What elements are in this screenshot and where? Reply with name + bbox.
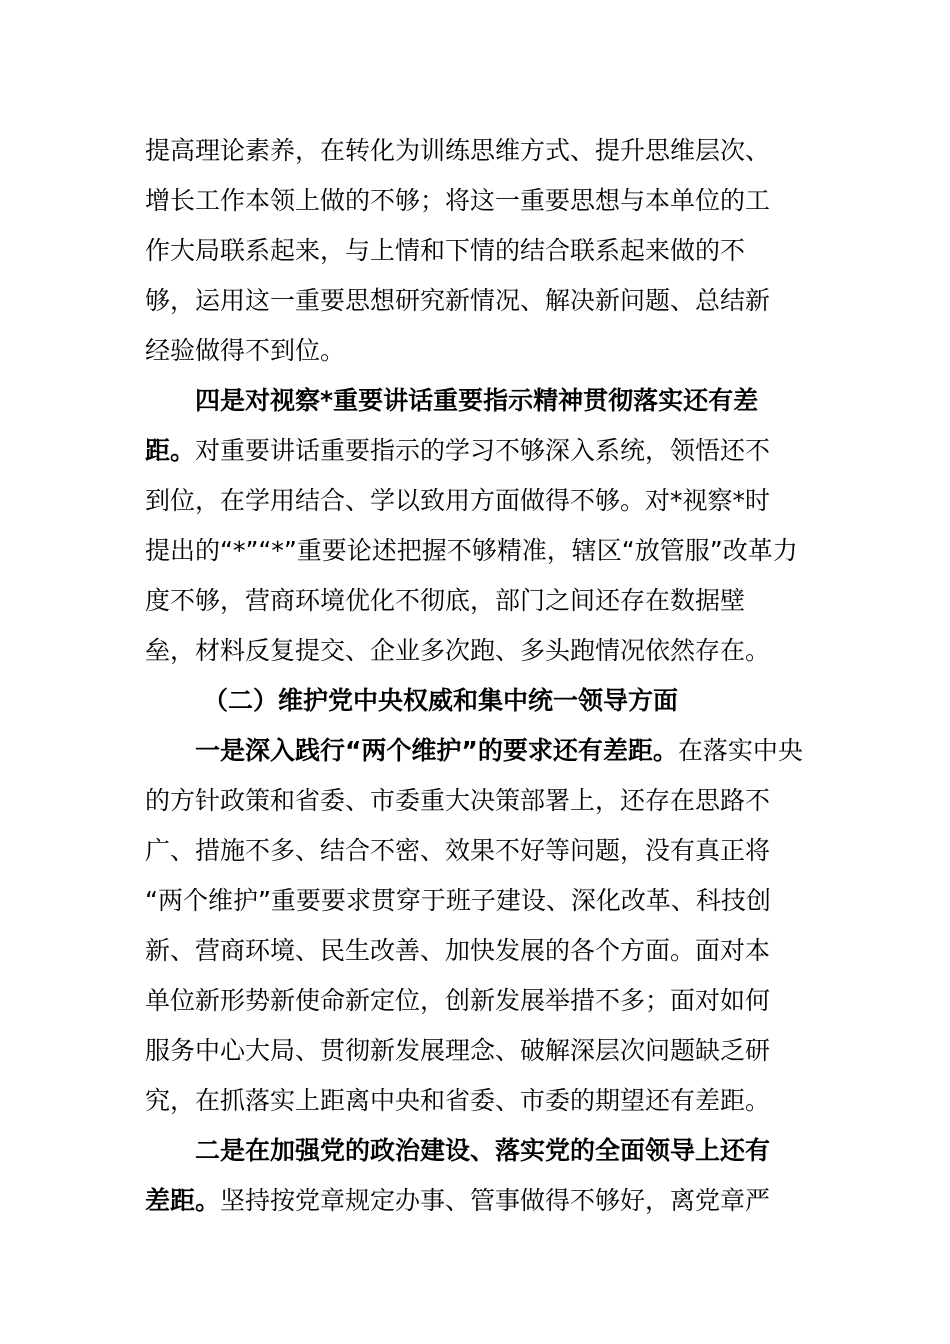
text-line [145, 926, 805, 976]
text-line [145, 126, 805, 176]
line-text: 在落实中央 [677, 736, 803, 765]
line-text: 坚持按党章规定办事、管事做得不够好，离党章严 [220, 1186, 771, 1215]
text-line [145, 176, 805, 226]
paragraph-heading-line [145, 376, 805, 426]
line-text: 经验做得不到位。 [145, 336, 346, 365]
text-line [145, 276, 805, 326]
line-text: 到位，在学用结合、学以致用方面做得不够。对*视察*时 [145, 486, 771, 515]
text-line [145, 1176, 805, 1226]
line-text: 单位新形势新使命新定位，创新发展举措不多；面对如何 [145, 986, 771, 1015]
line-text: 对重要讲话重要指示的学习不够深入系统，领悟还不 [195, 436, 771, 465]
paragraph-heading-line [145, 1126, 805, 1176]
text-line [145, 526, 805, 576]
section-heading: （二）维护党中央权威和集中统一领导方面 [203, 686, 679, 715]
text-line [145, 876, 805, 926]
text-line [145, 226, 805, 276]
text-line [145, 426, 805, 476]
line-text: 究，在抓落实上距离中央和省委、市委的期望还有差距。 [145, 1086, 771, 1115]
text-line [145, 976, 805, 1026]
line-text: 增长工作本领上做的不够；将这一重要思想与本单位的工 [145, 186, 771, 215]
line-text: 够，运用这一重要思想研究新情况、解决新问题、总结新 [145, 286, 771, 315]
line-text: 服务中心大局、贯彻新发展理念、破解深层次问题缺乏研 [145, 1036, 771, 1065]
document-body [145, 126, 805, 1226]
line-text: 新、营商环境、民生改善、加快发展的各个方面。面对本 [145, 936, 771, 965]
line-text: 垒，材料反复提交、企业多次跑、多头跑情况依然存在。 [145, 636, 771, 665]
line-text: 广、措施不多、结合不密、效果不好等问题，没有真正将 [145, 836, 771, 865]
text-line [145, 326, 805, 376]
section-heading-line [145, 676, 805, 726]
bold-heading-text: 差距。 [145, 1186, 221, 1215]
line-text: 提高理论素养，在转化为训练思维方式、提升思维层次、 [145, 136, 771, 165]
line-text: “两个维护”重要要求贯穿于班子建设、深化改革、科技创 [145, 886, 771, 915]
line-text: 作大局联系起来，与上情和下情的结合联系起来做的不 [145, 236, 746, 265]
bold-heading-text: 一是深入践行“两个维护”的要求还有差距。 [195, 736, 678, 765]
text-line [145, 576, 805, 626]
text-line [145, 476, 805, 526]
paragraph-heading-line [145, 726, 805, 776]
text-line [145, 1026, 805, 1076]
bold-heading-text: 四是对视察*重要讲话重要指示精神贯彻落实还有差 [195, 386, 759, 415]
text-line [145, 626, 805, 676]
line-text: 的方针政策和省委、市委重大决策部署上，还存在思路不 [145, 786, 771, 815]
text-line [145, 1076, 805, 1126]
bold-heading-text: 距。 [145, 436, 196, 465]
bold-heading-text: 二是在加强党的政治建设、落实党的全面领导上还有 [195, 1136, 771, 1165]
line-text: 提出的“*”“*”重要论述把握不够精准，辖区“放管服”改革力 [145, 536, 798, 565]
text-line [145, 826, 805, 876]
text-line [145, 776, 805, 826]
line-text: 度不够，营商环境优化不彻底，部门之间还存在数据壁 [145, 586, 746, 615]
